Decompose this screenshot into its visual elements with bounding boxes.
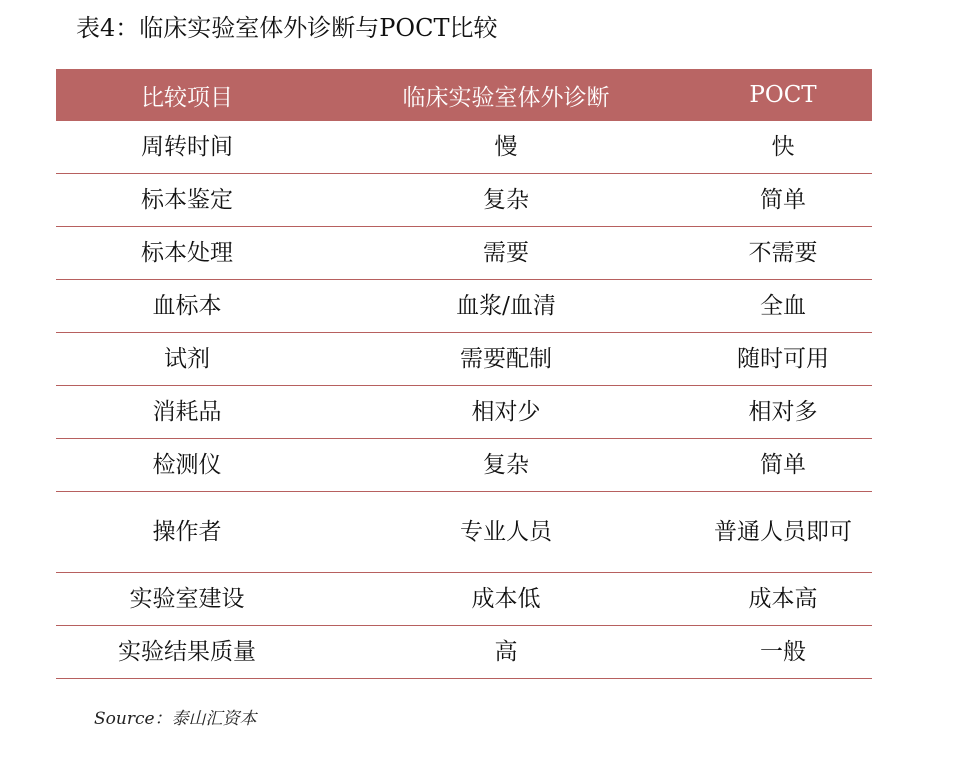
poct-cell: 全血 <box>694 280 872 333</box>
table-title: 表4：临床实验室体外诊断与POCT比较 <box>76 14 498 42</box>
poct-cell: 简单 <box>694 174 872 227</box>
lab-ivd-cell: 慢 <box>318 121 694 174</box>
source-label: Source <box>94 709 155 729</box>
row-label-cell: 消耗品 <box>56 386 318 439</box>
table-row <box>56 626 872 679</box>
lab-ivd-cell: 成本低 <box>318 573 694 626</box>
header-cell-lab-ivd: 临床实验室体外诊断 <box>402 84 610 111</box>
source-text: 泰山汇资本 <box>171 709 257 729</box>
table-row <box>56 280 872 333</box>
lab-ivd-cell: 相对少 <box>318 386 694 439</box>
table-row <box>56 492 872 573</box>
poct-cell: 一般 <box>694 626 872 679</box>
lab-ivd-cell: 专业人员 <box>318 492 694 573</box>
lab-ivd-cell: 复杂 <box>318 439 694 492</box>
table-row <box>56 573 872 626</box>
row-label-cell: 实验室建设 <box>56 573 318 626</box>
poct-cell: 不需要 <box>694 227 872 280</box>
source-note <box>94 704 257 729</box>
table-header-row <box>56 69 872 121</box>
table-row <box>56 121 872 174</box>
row-label-cell: 实验结果质量 <box>56 626 318 679</box>
poct-cell: 相对多 <box>694 386 872 439</box>
row-label-cell: 操作者 <box>56 492 318 573</box>
table-row <box>56 227 872 280</box>
lab-ivd-cell: 需要配制 <box>318 333 694 386</box>
row-label-cell: 标本处理 <box>56 227 318 280</box>
lab-ivd-cell: 血浆/血清 <box>318 280 694 333</box>
table-row <box>56 439 872 492</box>
comparison-table <box>56 69 872 679</box>
row-label-cell: 试剂 <box>56 333 318 386</box>
header-cell-item: 比较项目 <box>141 84 233 111</box>
row-label-cell: 检测仪 <box>56 439 318 492</box>
source-colon: ： <box>154 709 172 729</box>
header-cell-poct: POCT <box>749 82 817 108</box>
lab-ivd-cell: 高 <box>318 626 694 679</box>
table-row <box>56 333 872 386</box>
table-row <box>56 386 872 439</box>
lab-ivd-cell: 需要 <box>318 227 694 280</box>
poct-cell: 快 <box>694 121 872 174</box>
row-label-cell: 血标本 <box>56 280 318 333</box>
lab-ivd-cell: 复杂 <box>318 174 694 227</box>
row-label-cell: 标本鉴定 <box>56 174 318 227</box>
poct-cell: 普通人员即可 <box>694 492 872 573</box>
poct-cell: 简单 <box>694 439 872 492</box>
table-row <box>56 174 872 227</box>
row-label-cell: 周转时间 <box>56 121 318 174</box>
poct-cell: 随时可用 <box>694 333 872 386</box>
poct-cell: 成本高 <box>694 573 872 626</box>
